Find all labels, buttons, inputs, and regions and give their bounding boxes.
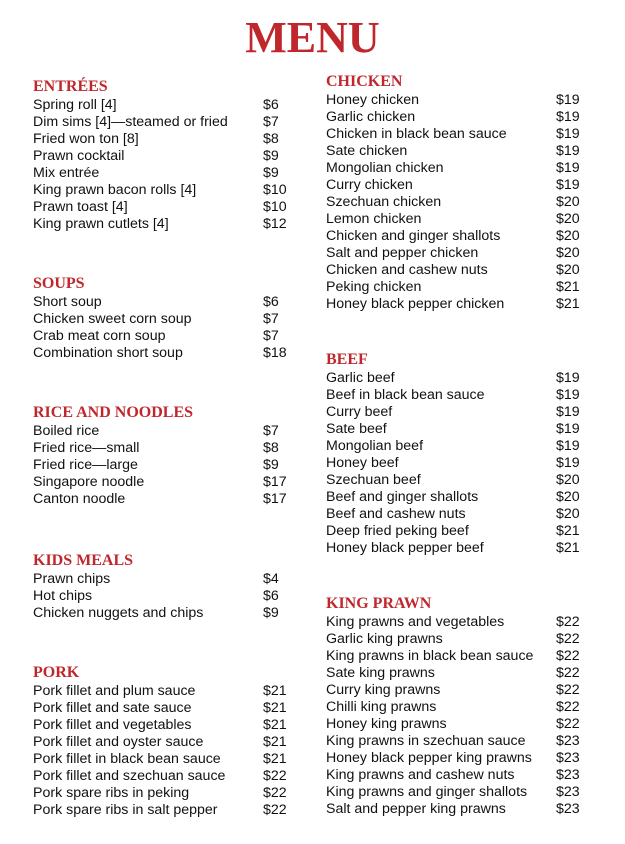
item-price: $21 [263, 700, 287, 716]
section-beef [326, 350, 586, 557]
item-name: Mongolian chicken [326, 160, 444, 176]
menu-item [33, 97, 303, 114]
section-pork [33, 663, 303, 819]
item-name: Prawn chips [33, 571, 111, 587]
item-price: $21 [556, 523, 580, 539]
menu-item [326, 296, 586, 313]
item-name: Chicken in black bean sauce [326, 126, 507, 142]
item-name: Singapore noodle [33, 474, 145, 490]
item-name: King prawns and cashew nuts [326, 767, 515, 783]
item-name: Beef and ginger shallots [326, 489, 479, 505]
menu-item [326, 523, 586, 540]
section-heading: SOUPS [33, 275, 85, 292]
item-price: $22 [263, 802, 287, 818]
menu-item [33, 734, 303, 751]
item-name: Garlic chicken [326, 109, 416, 125]
item-price: $22 [556, 631, 580, 647]
menu-item [33, 114, 303, 131]
item-price: $9 [263, 457, 279, 473]
section-heading: RICE AND NOODLES [33, 404, 194, 421]
item-name: Fried rice—small [33, 440, 140, 456]
item-name: Chicken and ginger shallots [326, 228, 501, 244]
item-name: Garlic beef [326, 370, 395, 386]
item-name: Honey black pepper chicken [326, 296, 505, 312]
item-price: $21 [556, 540, 580, 556]
section-chicken [326, 72, 586, 313]
section-heading: ENTRÉES [33, 78, 108, 95]
item-price: $21 [556, 296, 580, 312]
item-name: Honey black pepper beef [326, 540, 484, 556]
item-price: $19 [556, 387, 580, 403]
item-price: $9 [263, 165, 279, 181]
item-price: $21 [263, 683, 287, 699]
item-price: $20 [556, 211, 580, 227]
item-price: $23 [556, 750, 580, 766]
item-name: Boiled rice [33, 423, 100, 439]
item-price: $6 [263, 294, 279, 310]
item-name: Pork fillet and vegetables [33, 717, 192, 733]
item-name: Sate beef [326, 421, 387, 437]
item-price: $12 [263, 216, 287, 232]
item-name: Fried rice—large [33, 457, 138, 473]
item-price: $23 [556, 801, 580, 817]
item-name: Pork fillet and plum sauce [33, 683, 196, 699]
item-name: Spring roll [4] [33, 97, 117, 113]
menu-item [33, 311, 303, 328]
menu-item [326, 699, 586, 716]
item-name: Honey beef [326, 455, 399, 471]
item-list [326, 92, 586, 313]
item-price: $10 [263, 199, 287, 215]
item-price: $20 [556, 194, 580, 210]
item-name: Honey chicken [326, 92, 420, 108]
menu-title: MENU [245, 13, 380, 62]
item-name: Pork spare ribs in peking [33, 785, 190, 801]
item-price: $23 [556, 767, 580, 783]
item-name: Chilli king prawns [326, 699, 437, 715]
item-name: Peking chicken [326, 279, 422, 295]
item-name: Pork fillet and szechuan sauce [33, 768, 226, 784]
menu-item [326, 177, 586, 194]
item-price: $22 [556, 648, 580, 664]
menu-item [326, 682, 586, 699]
item-price: $18 [263, 345, 287, 361]
item-price: $19 [556, 126, 580, 142]
menu-item [33, 717, 303, 734]
item-name: Fried won ton [8] [33, 131, 139, 147]
section-entrees [33, 77, 303, 233]
menu-item [33, 571, 303, 588]
menu-item [33, 165, 303, 182]
menu-item [326, 648, 586, 665]
menu-item [326, 540, 586, 557]
item-name: Pork fillet and oyster sauce [33, 734, 204, 750]
item-price: $7 [263, 311, 279, 327]
menu-item [33, 294, 303, 311]
menu-item [33, 491, 303, 508]
item-list [33, 97, 303, 233]
section-king-prawn [326, 594, 586, 818]
menu-item [33, 199, 303, 216]
menu-item [326, 733, 586, 750]
menu-item [33, 440, 303, 457]
menu-item [33, 683, 303, 700]
menu-item [326, 262, 586, 279]
menu-item [326, 211, 586, 228]
section-kids-meals [33, 551, 303, 622]
item-price: $21 [556, 279, 580, 295]
item-name: Beef and cashew nuts [326, 506, 466, 522]
menu-item [33, 345, 303, 362]
menu-item [326, 228, 586, 245]
item-name: King prawns in szechuan sauce [326, 733, 526, 749]
item-name: King prawns and ginger shallots [326, 784, 528, 800]
item-name: Canton noodle [33, 491, 126, 507]
item-name: Lemon chicken [326, 211, 422, 227]
item-name: Hot chips [33, 588, 93, 604]
item-name: King prawns in black bean sauce [326, 648, 534, 664]
item-name: Deep fried peking beef [326, 523, 469, 539]
item-name: Pork fillet and sate sauce [33, 700, 192, 716]
item-list [326, 614, 586, 818]
item-name: Salt and pepper chicken [326, 245, 479, 261]
item-name: Prawn toast [4] [33, 199, 128, 215]
item-price: $8 [263, 440, 279, 456]
item-price: $20 [556, 489, 580, 505]
item-name: King prawn bacon rolls [4] [33, 182, 197, 198]
item-price: $19 [556, 92, 580, 108]
menu-item [33, 785, 303, 802]
menu-item [326, 194, 586, 211]
menu-item [33, 131, 303, 148]
item-list [33, 571, 303, 622]
item-price: $20 [556, 262, 580, 278]
menu-item [326, 784, 586, 801]
item-price: $9 [263, 605, 279, 621]
item-price: $19 [556, 455, 580, 471]
item-name: Pork fillet in black bean sauce [33, 751, 221, 767]
menu-item [33, 751, 303, 768]
item-price: $19 [556, 177, 580, 193]
menu-item [326, 716, 586, 733]
item-name: Sate chicken [326, 143, 408, 159]
item-name: Dim sims [4]—steamed or fried [33, 114, 228, 130]
menu-item [33, 605, 303, 622]
menu-item [33, 474, 303, 491]
item-list [33, 423, 303, 508]
item-price: $6 [263, 97, 279, 113]
menu-item [326, 421, 586, 438]
menu-item [326, 109, 586, 126]
menu-item [326, 245, 586, 262]
menu-item [33, 802, 303, 819]
item-list [33, 294, 303, 362]
menu-item [326, 750, 586, 767]
item-name: King prawns and vegetables [326, 614, 505, 630]
item-price: $7 [263, 114, 279, 130]
section-heading: BEEF [326, 351, 368, 368]
item-price: $17 [263, 474, 287, 490]
item-name: Sate king prawns [326, 665, 435, 681]
item-price: $20 [556, 472, 580, 488]
item-name: Szechuan beef [326, 472, 421, 488]
section-soups [33, 274, 303, 362]
item-price: $22 [556, 699, 580, 715]
item-list [326, 370, 586, 557]
item-name: Prawn cocktail [33, 148, 125, 164]
section-heading: PORK [33, 664, 80, 681]
menu-item [326, 455, 586, 472]
item-name: Curry beef [326, 404, 393, 420]
item-name: Curry king prawns [326, 682, 441, 698]
menu-item [326, 506, 586, 523]
item-name: Beef in black bean sauce [326, 387, 485, 403]
item-name: Chicken nuggets and chips [33, 605, 204, 621]
item-price: $23 [556, 784, 580, 800]
menu-item [326, 279, 586, 296]
item-price: $22 [556, 682, 580, 698]
menu-item [326, 160, 586, 177]
menu-item [326, 614, 586, 631]
item-price: $21 [263, 751, 287, 767]
item-name: Mix entrée [33, 165, 100, 181]
section-heading: CHICKEN [326, 73, 403, 90]
item-price: $19 [556, 109, 580, 125]
menu-item [33, 216, 303, 233]
menu-item [326, 665, 586, 682]
item-name: Honey king prawns [326, 716, 447, 732]
item-price: $9 [263, 148, 279, 164]
item-price: $19 [556, 438, 580, 454]
menu-item [326, 472, 586, 489]
item-price: $19 [556, 421, 580, 437]
item-price: $19 [556, 404, 580, 420]
item-name: Pork spare ribs in salt pepper [33, 802, 218, 818]
item-price: $20 [556, 506, 580, 522]
menu-item [326, 801, 586, 818]
item-price: $4 [263, 571, 279, 587]
item-list [33, 683, 303, 819]
item-name: Combination short soup [33, 345, 183, 361]
menu-item [33, 588, 303, 605]
menu-item [326, 387, 586, 404]
item-price: $22 [263, 768, 287, 784]
item-price: $6 [263, 588, 279, 604]
menu-item [326, 489, 586, 506]
menu-item [326, 370, 586, 387]
menu-item [33, 457, 303, 474]
item-price: $22 [263, 785, 287, 801]
item-name: Mongolian beef [326, 438, 424, 454]
item-name: Garlic king prawns [326, 631, 443, 647]
item-price: $10 [263, 182, 287, 198]
item-name: Chicken sweet corn soup [33, 311, 192, 327]
menu-item [33, 700, 303, 717]
menu-item [326, 767, 586, 784]
menu-item [326, 92, 586, 109]
menu-item [326, 404, 586, 421]
item-price: $19 [556, 370, 580, 386]
item-price: $20 [556, 228, 580, 244]
item-price: $19 [556, 160, 580, 176]
item-price: $21 [263, 717, 287, 733]
item-price: $17 [263, 491, 287, 507]
section-rice-and-noodles [33, 403, 303, 508]
item-name: Chicken and cashew nuts [326, 262, 488, 278]
menu-item [33, 423, 303, 440]
menu-item [326, 631, 586, 648]
menu-item [326, 126, 586, 143]
item-price: $22 [556, 665, 580, 681]
item-price: $21 [263, 734, 287, 750]
item-price: $22 [556, 716, 580, 732]
item-name: Honey black pepper king prawns [326, 750, 532, 766]
item-price: $23 [556, 733, 580, 749]
section-heading: KIDS MEALS [33, 552, 134, 569]
menu-item [33, 328, 303, 345]
menu-item [33, 768, 303, 785]
item-price: $22 [556, 614, 580, 630]
menu-item [33, 148, 303, 165]
item-price: $19 [556, 143, 580, 159]
section-heading: KING PRAWN [326, 595, 432, 612]
item-name: Curry chicken [326, 177, 413, 193]
menu-item [33, 182, 303, 199]
menu-item [326, 438, 586, 455]
item-price: $7 [263, 328, 279, 344]
item-name: Short soup [33, 294, 102, 310]
menu-item [326, 143, 586, 160]
item-price: $8 [263, 131, 279, 147]
item-name: Crab meat corn soup [33, 328, 166, 344]
item-price: $20 [556, 245, 580, 261]
item-name: Szechuan chicken [326, 194, 442, 210]
item-name: Salt and pepper king prawns [326, 801, 506, 817]
item-name: King prawn cutlets [4] [33, 216, 169, 232]
item-price: $7 [263, 423, 279, 439]
